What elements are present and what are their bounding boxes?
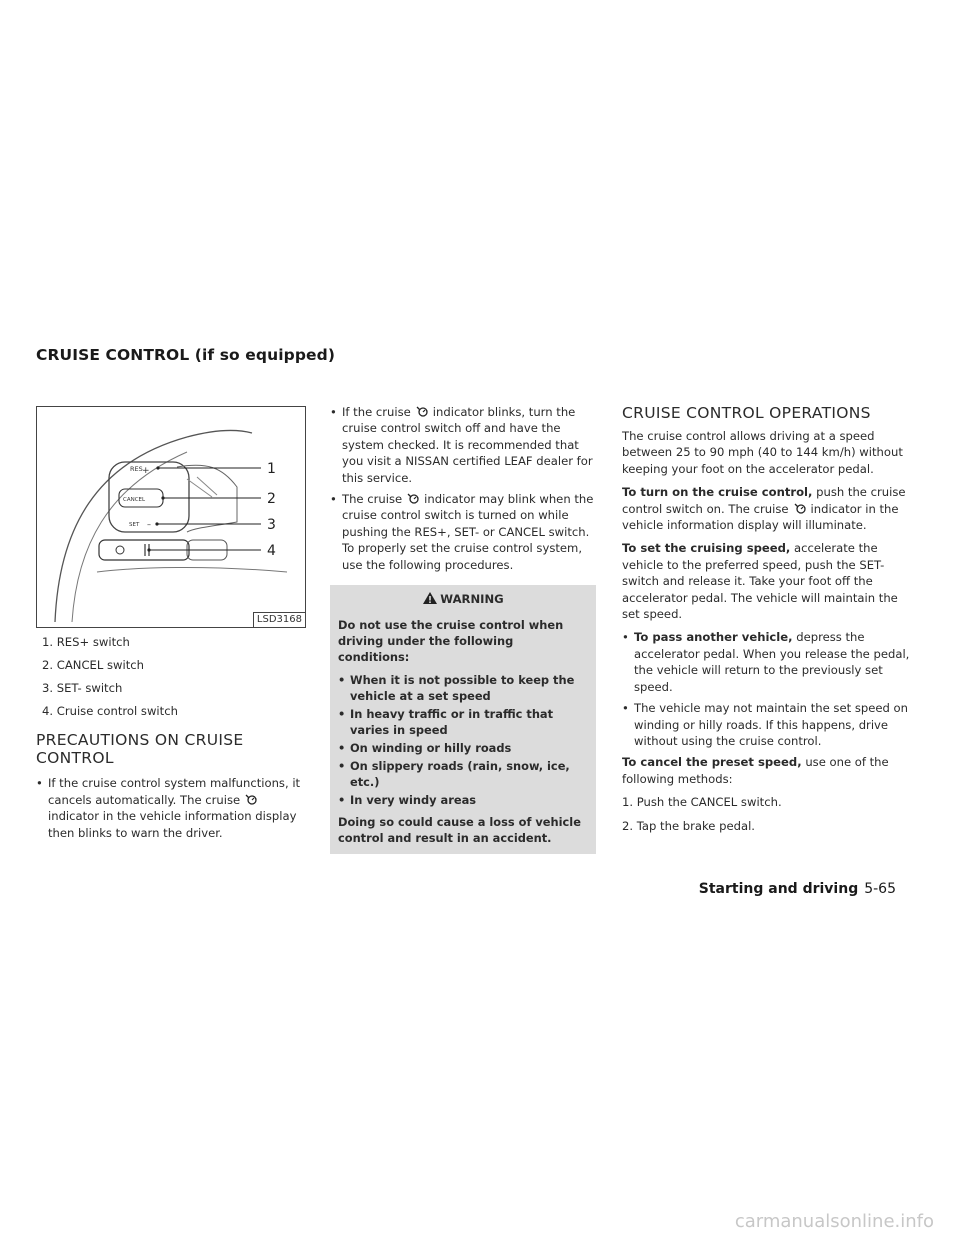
warning-item: • On winding or hilly roads	[338, 741, 512, 756]
warning-triangle-icon	[422, 591, 438, 605]
warning-item: • In heavy traffic or in traffic that varies in speed	[338, 707, 554, 738]
precaution-bullet: • If the cruise indicator blinks, turn the cruise control switch off and have the system checked. It is recommended that you visit a NISSAN certified LEAF dealer for this service.	[330, 405, 593, 485]
column-2	[330, 404, 596, 854]
warning-intro: Do not use the cruise control when driving under the following conditions:	[338, 618, 564, 665]
cruise-indicator-icon	[415, 405, 429, 417]
cancel-paragraph: To cancel the preset speed, use one of the following methods:	[622, 755, 889, 786]
precaution-bullet: • If the cruise control system malfunctions, it cancels automatically. The cruiseindicator in the vehicle information display then blinks to warn the driver.	[36, 776, 301, 840]
steering-wheel-switch-illustration	[37, 407, 305, 627]
page-number: 5-65	[864, 881, 896, 897]
warning-item: • On slippery roads (rain, snow, ice, etc.)	[338, 759, 570, 790]
footer-section: Starting and driving	[698, 881, 859, 897]
set-speed-paragraph: To set the cruising speed, accelerate the vehicle to the preferred speed, push the SET- switch and release it. Take your foot off the accelerator pedal. The vehicle will maintain the set speed.	[622, 541, 898, 622]
callout-1: 1	[267, 461, 276, 477]
column-1	[36, 406, 302, 846]
cancel-switch-label: CANCEL	[123, 497, 146, 503]
legend-item: 3. SET- switch	[42, 681, 123, 695]
set-switch-label: SET	[129, 522, 140, 528]
legend-item: 4. Cruise control switch	[42, 704, 178, 718]
cancel-step: 1. Push the CANCEL switch.	[622, 795, 782, 810]
turn-on-paragraph: To turn on the cruise control, push the cruise control switch on. The cruise indicator in the vehicle information display will illuminate.	[622, 485, 906, 533]
callout-2: 2	[267, 491, 276, 507]
cancel-step: 2. Tap the brake pedal.	[622, 818, 755, 833]
warning-box	[330, 585, 596, 854]
callout-3: 3	[267, 517, 276, 533]
cruise-indicator-icon	[406, 492, 420, 504]
figure-legend	[42, 634, 302, 719]
svg-text:–: –	[147, 520, 151, 529]
operations-bullet: • To pass another vehicle, depress the accelerator pedal. When you release the pedal, the vehicle will return to the previously set speed.	[622, 630, 910, 694]
steering-switch-figure	[36, 406, 306, 628]
legend-item: 1. RES+ switch	[42, 635, 130, 649]
operations-bullet: • The vehicle may not maintain the set speed on winding or hilly roads. If this happens, drive without using the cruise control.	[622, 701, 908, 748]
callout-4: 4	[267, 543, 276, 559]
page-footer	[699, 881, 896, 897]
legend-item: 2. CANCEL switch	[42, 658, 145, 672]
watermark: carmanualsonline.info	[734, 1211, 934, 1232]
operations-heading: CRUISE CONTROL OPERATIONS	[622, 404, 871, 422]
res-switch-label: RES	[130, 465, 143, 473]
operations-intro: The cruise control allows driving at a speed between 25 to 90 mph (40 to 144 km/h) without keeping your foot on the accelerator pedal.	[622, 429, 903, 476]
warning-item: • In very windy areas	[338, 793, 477, 808]
section-heading: CRUISE CONTROL (if so equipped)	[36, 346, 336, 364]
precaution-bullet: • The cruise indicator may blink when the cruise control switch is turned on while pushing the RES+, SET- or CANCEL switch. To properly set the cruise control system, use the following procedures.	[330, 492, 594, 572]
svg-text:+: +	[142, 466, 150, 476]
warning-closing: Doing so could cause a loss of vehicle control and result in an accident.	[338, 815, 581, 846]
cruise-indicator-icon	[244, 793, 258, 805]
warning-item: • When it is not possible to keep the vehicle at a set speed	[338, 673, 575, 704]
precautions-heading: PRECAUTIONS ON CRUISE CONTROL	[36, 731, 244, 768]
warning-header: WARNING	[338, 591, 588, 607]
figure-code: LSD3168	[253, 612, 305, 627]
column-3	[622, 404, 910, 841]
cruise-indicator-icon	[793, 502, 807, 514]
